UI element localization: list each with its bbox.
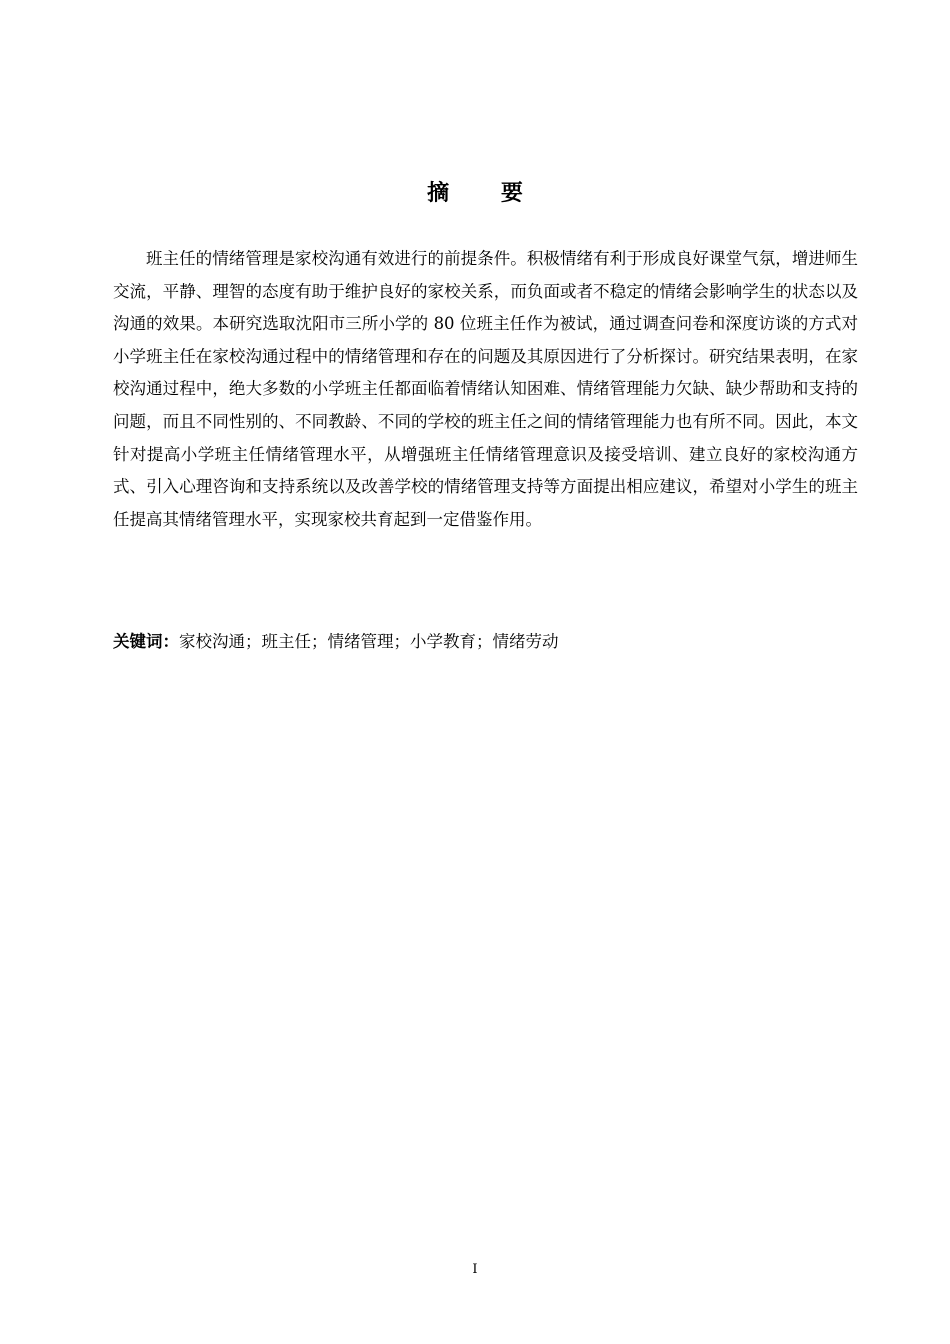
keywords-list: 家校沟通；班主任；情绪管理；小学教育；情绪劳动 xyxy=(179,632,559,651)
abstract-title: 摘 要 xyxy=(427,181,545,206)
abstract-body: 班主任的情绪管理是家校沟通有效进行的前提条件。积极情绪有利于形成良好课堂气氛，增进师生交流，平静、理智的态度有助于维护良好的家校关系，而负面或者不稳定的情绪会影响学生的状态以及沟通的效果。本研究选取沈阳市三所小学的 80 位班主任作为被试，通过调查问卷和深度访谈的方式对小学班主任在家校沟通过程中的情绪管理和存在的问题及其原因进行了分析探讨。研究结果表明，在家校沟通过程中，绝大多数的小学班主任都面临着情绪认知困难、情绪管理能力欠缺、缺少帮助和支持的问题，而且不同性别的、不同教龄、不同的学校的班主任之间的情绪管理能力也有所不同。因此，本文针对提高小学班主任情绪管理水平，从增强班主任情绪管理意识及接受培训、建立良好的家校沟通方式、引入心理咨询和支持系统以及改善学校的情绪管理支持等方面提出相应建议，希望对小学生的班主任提高其情绪管理水平，实现家校共育起到一定借鉴作用。 xyxy=(113,249,858,529)
page-number: I xyxy=(472,1262,478,1277)
keywords-label: 关键词： xyxy=(113,632,179,651)
keywords-line xyxy=(113,626,858,658)
